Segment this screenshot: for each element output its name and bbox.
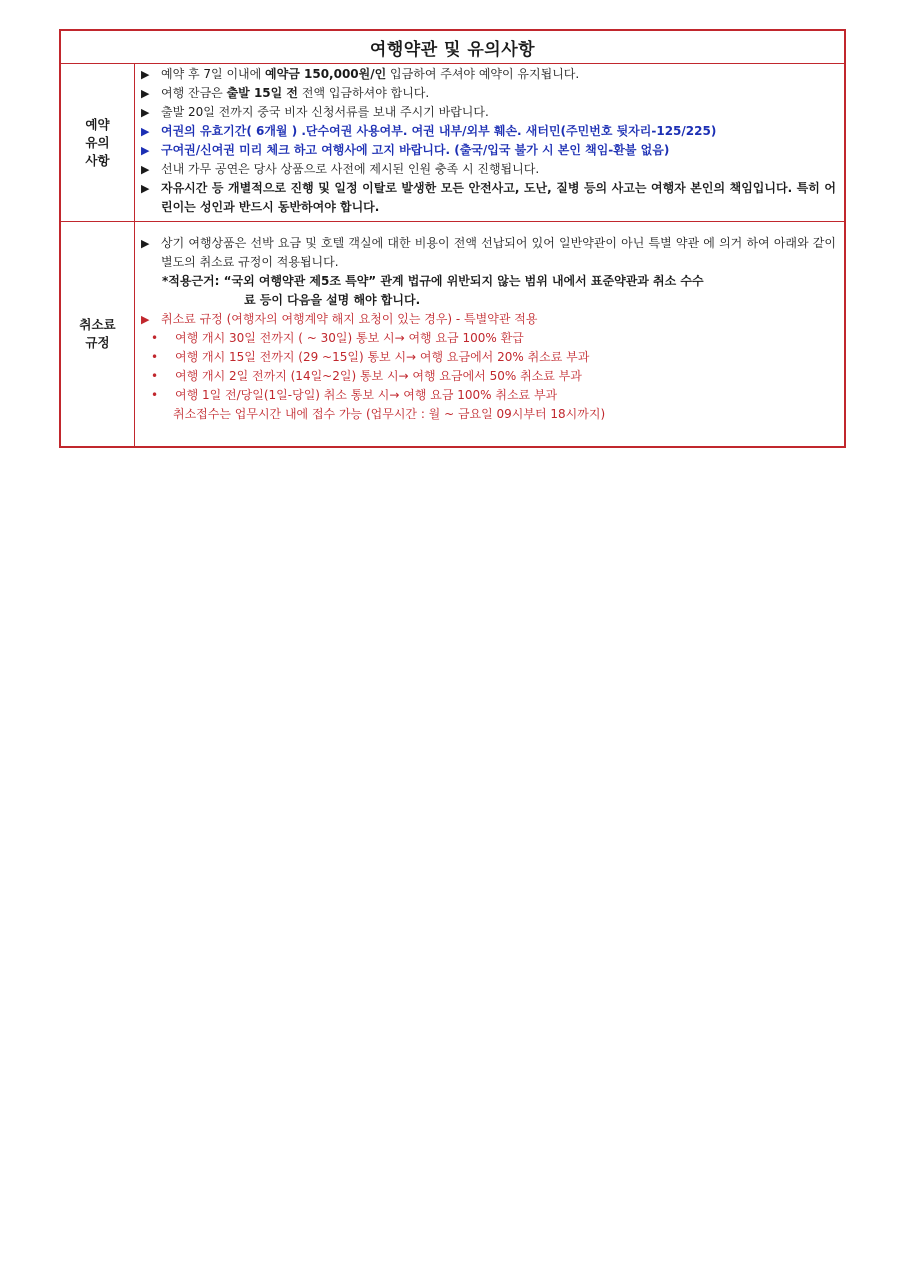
reservation-notes-row	[61, 64, 844, 222]
dot-bullet-icon: •	[151, 388, 159, 402]
triangle-bullet-icon: ▶	[141, 144, 150, 157]
item-text: 선내 가무 공연은 당사 상품으로 사전에 제시된 인원 충족 시 진행됩니다.	[161, 162, 540, 176]
label-line: 규정	[85, 335, 110, 350]
reservation-notes-label	[61, 64, 135, 221]
rule-text: 여행 개시 15일 전까지 (29 ~15일) 통보 시→ 여행 요금에서 20% 취소료 부과	[175, 350, 590, 364]
list-item	[141, 234, 836, 272]
rule-item	[141, 386, 836, 405]
rule-text: 여행 개시 2일 전까지 (14일~2일) 통보 시→ 여행 요금에서 50% 취소료 부과	[175, 369, 582, 383]
reservation-notes-content	[135, 64, 844, 221]
cancellation-rules-row	[61, 222, 844, 446]
item-text: 전액 입금하셔야 합니다.	[298, 86, 430, 100]
list-item	[141, 84, 836, 103]
item-text: 여권의 유효기간( 6개월 ) .단수여권 사용여부. 여권 내부/외부 훼손. 새터민(주민번호 뒷자리-125/225)	[161, 124, 717, 138]
list-item	[141, 122, 836, 141]
item-text: 출발 20일 전까지 중국 비자 신청서류를 보내 주시기 바랍니다.	[161, 105, 489, 119]
rule-text: 여행 개시 30일 전까지 ( ~ 30일) 통보 시→ 여행 요금 100% 환급	[175, 331, 524, 345]
cancellation-rules-content	[135, 222, 844, 446]
rule-item	[141, 348, 836, 367]
triangle-bullet-icon: ▶	[141, 87, 150, 100]
item-bold-text: 출발 15일 전	[226, 86, 299, 100]
triangle-bullet-icon: ▶	[141, 182, 150, 195]
rule-item	[141, 367, 836, 386]
item-text: 구여권/신여권 미리 체크 하고 여행사에 고지 바랍니다. (출국/입국 불가 시 본인 책임-환불 없음)	[161, 143, 670, 157]
label-line: 사항	[85, 152, 110, 168]
list-item	[141, 179, 836, 217]
dot-bullet-icon: •	[151, 350, 159, 364]
list-item	[141, 103, 836, 122]
list-item	[141, 160, 836, 179]
triangle-bullet-icon: ▶	[141, 163, 150, 176]
triangle-bullet-icon: ▶	[141, 237, 150, 250]
triangle-bullet-icon: ▶	[141, 106, 150, 119]
item-text: 자유시간 등 개별적으로 진행 및 일정 이탈로 발생한 모든 안전사고, 도난, 질병 등의 사고는 여행자 본인의 책임입니다. 특히 어린이는 성인과 반드시 동반하여야 합니다.	[161, 181, 836, 214]
dot-bullet-icon: •	[151, 331, 159, 345]
rule-heading	[141, 310, 836, 329]
note-text: *적용근거: “국외 여행약관 제5조 특약” 관계 법규에 위반되지 않는 범위 내에서 표준약관과 취소 수수	[162, 274, 704, 288]
label-line: 유의	[85, 134, 110, 150]
list-item	[141, 65, 836, 84]
rule-item	[141, 329, 836, 348]
dot-bullet-icon: •	[151, 369, 159, 383]
intro-text: 상기 여행상품은 선박 요금 및 호텔 객실에 대한 비용이 전액 선납되어 있어 일반약관이 아닌 특별 약관 에 의거 하여 아래와 같이 별도의 취소료 규정이 적용됩니다.	[161, 236, 836, 269]
cancellation-hours-note: 취소접수는 업무시간 내에 접수 가능 (업무시간 : 월 ~ 금요일 09시부터 18시까지)	[173, 407, 606, 421]
rule-text: 여행 1일 전/당일(1일-당일) 취소 통보 시→ 여행 요금 100% 취소료 부과	[175, 388, 558, 402]
terms-table	[59, 29, 846, 448]
label-line: 취소료	[79, 317, 116, 332]
triangle-bullet-icon: ▶	[141, 125, 150, 138]
note-text: 료 등이 다음을 설명 해야 합니다.	[244, 293, 421, 307]
triangle-bullet-icon: ▶	[141, 313, 150, 326]
item-text: 예약 후 7일 이내에	[161, 67, 266, 81]
item-text: 입금하여 주셔야 예약이 유지됩니다.	[386, 67, 580, 81]
item-bold-text: 예약금 150,000원/인	[265, 67, 387, 81]
label-line: 예약	[85, 116, 110, 132]
legal-basis-note	[141, 272, 836, 310]
cancellation-rules-label	[61, 222, 135, 446]
page-title: 여행약관 및 유의사항	[61, 31, 844, 64]
rule-heading-text: 취소료 규정 (여행자의 여행계약 해지 요청이 있는 경우) - 특별약관 적용	[161, 312, 538, 326]
triangle-bullet-icon: ▶	[141, 68, 150, 81]
item-text: 여행 잔금은	[161, 86, 227, 100]
list-item	[141, 141, 836, 160]
